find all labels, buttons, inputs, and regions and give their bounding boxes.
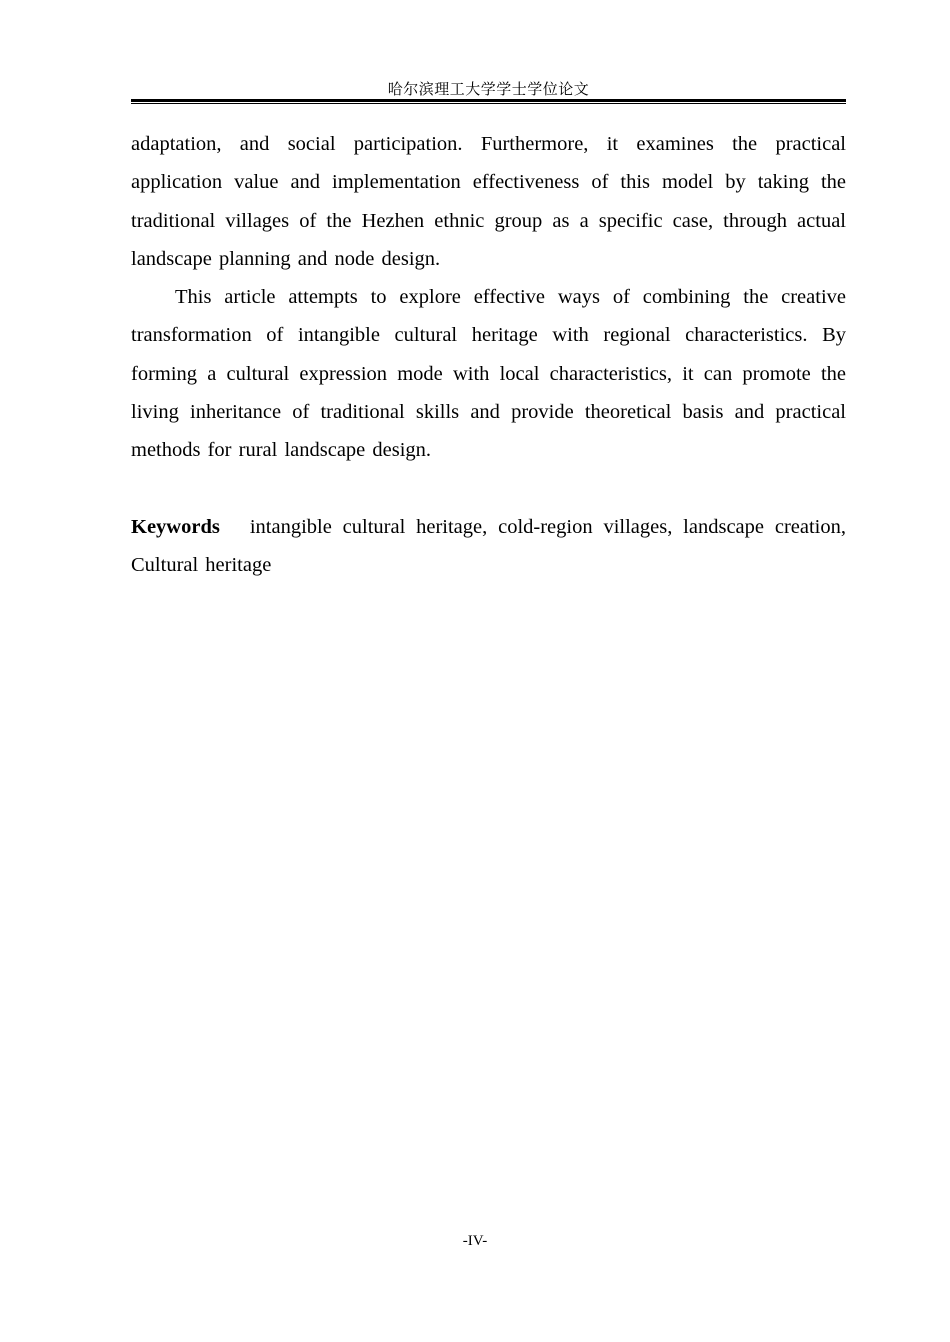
header-rule-thick: [131, 99, 846, 102]
running-header: 哈尔滨理工大学学士学位论文: [387, 80, 590, 98]
abstract-paragraph: This article attempts to explore effective ways of combining the creative transformation of intangible cultural heritage with regional characteristics. By forming a cultural expression mode with local characteristics, it can promote the living inheritance of traditional skills and provide theoretical basis and practical methods for rural landscape design.: [131, 286, 846, 462]
keywords-text: intangible cultural heritage, cold-region villages, landscape creation, Cultural heritage: [131, 515, 846, 576]
page-number: -IV-: [462, 1233, 488, 1249]
abstract-body: [131, 125, 846, 584]
keywords-line: [131, 508, 846, 585]
abstract-paragraph-continued: adaptation, and social participation. Furthermore, it examines the practical application value and implementation effectiveness of this model by taking the traditional villages of the Hezhen ethnic group as a specific case, through actual landscape planning and node design.: [131, 133, 846, 270]
header-rule-thin: [131, 103, 846, 104]
keywords-label: Keywords: [131, 515, 220, 538]
